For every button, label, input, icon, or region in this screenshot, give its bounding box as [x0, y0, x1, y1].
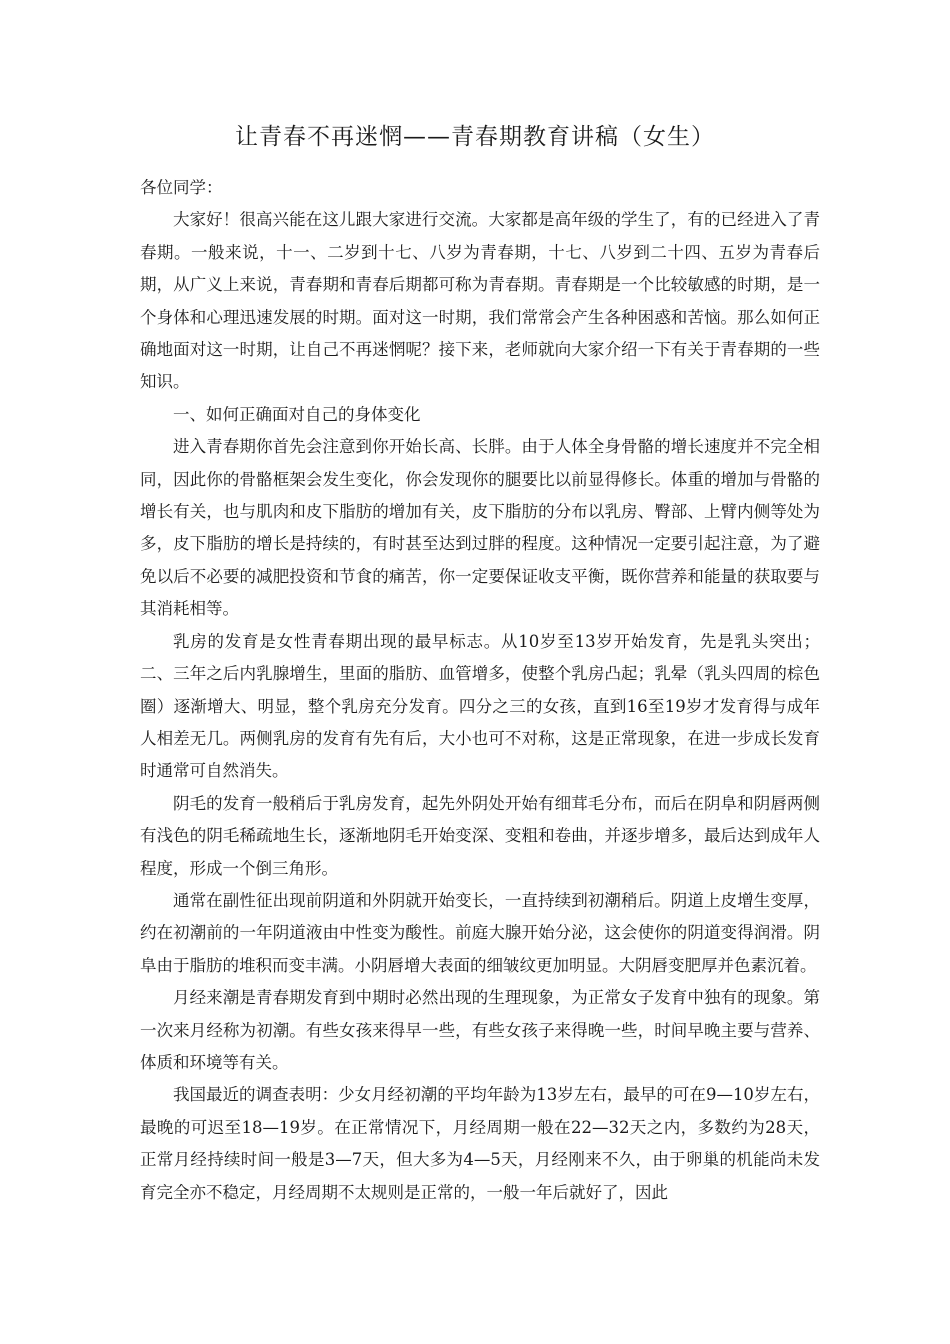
paragraph-menarche: 月经来潮是青春期发育到中期时必然出现的生理现象，为正常女子发育中独有的现象。第一次来月经称为初潮。有些女孩来得早一些，有些女孩子来得晚一些，时间早晚主要与营养、体质和环境等有关。: [140, 988, 820, 1072]
document-title: 让青春不再迷惘——青春期教育讲稿（女生）: [235, 124, 715, 150]
paragraph-hair: 阴毛的发育一般稍后于乳房发育，起先外阴处开始有细茸毛分布，而后在阴阜和阴唇两侧有浅色的阴毛稀疏地生长，逐渐地阴毛开始变深、变粗和卷曲，并逐步增多，最后达到成年人程度，形成一个倒三角形。: [140, 793, 820, 878]
paragraph-intro: 大家好！很高兴能在这儿跟大家进行交流。大家都是高年级的学生了，有的已经进入了青春期。一般来说，十一、二岁到十七、八岁为青春期，十七、八岁到二十四、五岁为青春后期，从广义上来说，青春期和青春后期都可称为青春期。青春期是一个比较敏感的时期，是一个身体和心理迅速发展的时期。面对这一时期，我们常常会产生各种困惑和苦恼。那么如何正确地面对这一时期，让自己不再迷惘呢？接下来，老师就向大家介绍一下有关于青春期的一些知识。: [140, 210, 820, 392]
paragraph-breast: 乳房的发育是女性青春期出现的最早标志。从10岁至13岁开始发育，先是乳头突出；二、三年之后内乳腺增生，里面的脂肪、血管增多，使整个乳房凸起；乳晕（乳头四周的棕色圈）逐渐增大、明显，整个乳房充分发育。四分之三的女孩，直到16至19岁才发育得与成年人相差无几。两侧乳房的发育有先有后，大小也可不对称，这是正常现象，在进一步成长发育时通常可自然消失。: [140, 631, 820, 781]
paragraph-vagina: 通常在副性征出现前阴道和外阴就开始变长，一直持续到初潮稍后。阴道上皮增生变厚，约在初潮前的一年阴道液由中性变为酸性。前庭大腺开始分泌，这会使你的阴道变得润滑。阴阜由于脂肪的堆积而变丰满。小阴唇增大表面的细皱纹更加明显。大阴唇变肥厚并色素沉着。: [140, 890, 820, 975]
paragraph-survey: 我国最近的调查表明：少女月经初潮的平均年龄为13岁左右，最早的可在9—10岁左右，最晚的可迟至18—19岁。在正常情况下，月经周期一般在22—32天之内，多数约为28天，正常月经持续时间一般是3—7天，但大多为4—5天，月经刚来不久，由于卵巢的机能尚未发育完全亦不稳定，月经周期不太规则是正常的，一般一年后就好了，因此: [140, 1085, 820, 1202]
paragraph-growth: 进入青春期你首先会注意到你开始长高、长胖。由于人体全身骨骼的增长速度并不完全相同，因此你的骨骼框架会发生变化，你会发现你的腿要比以前显得修长。体重的增加与骨骼的增长有关，也与肌肉和皮下脂肪的增加有关，皮下脂肪的分布以乳房、臀部、上臂内侧等处为多，皮下脂肪的增长是持续的，有时甚至达到过胖的程度。这种情况一定要引起注意，为了避免以后不必要的减肥投资和节食的痛苦，你一定要保证收支平衡，既你营养和能量的获取要与其消耗相等。: [140, 437, 820, 619]
document-body: [140, 172, 820, 1209]
salutation: 各位同学：: [140, 178, 223, 197]
section-heading: 一、如何正确面对自己的身体变化: [173, 404, 421, 424]
